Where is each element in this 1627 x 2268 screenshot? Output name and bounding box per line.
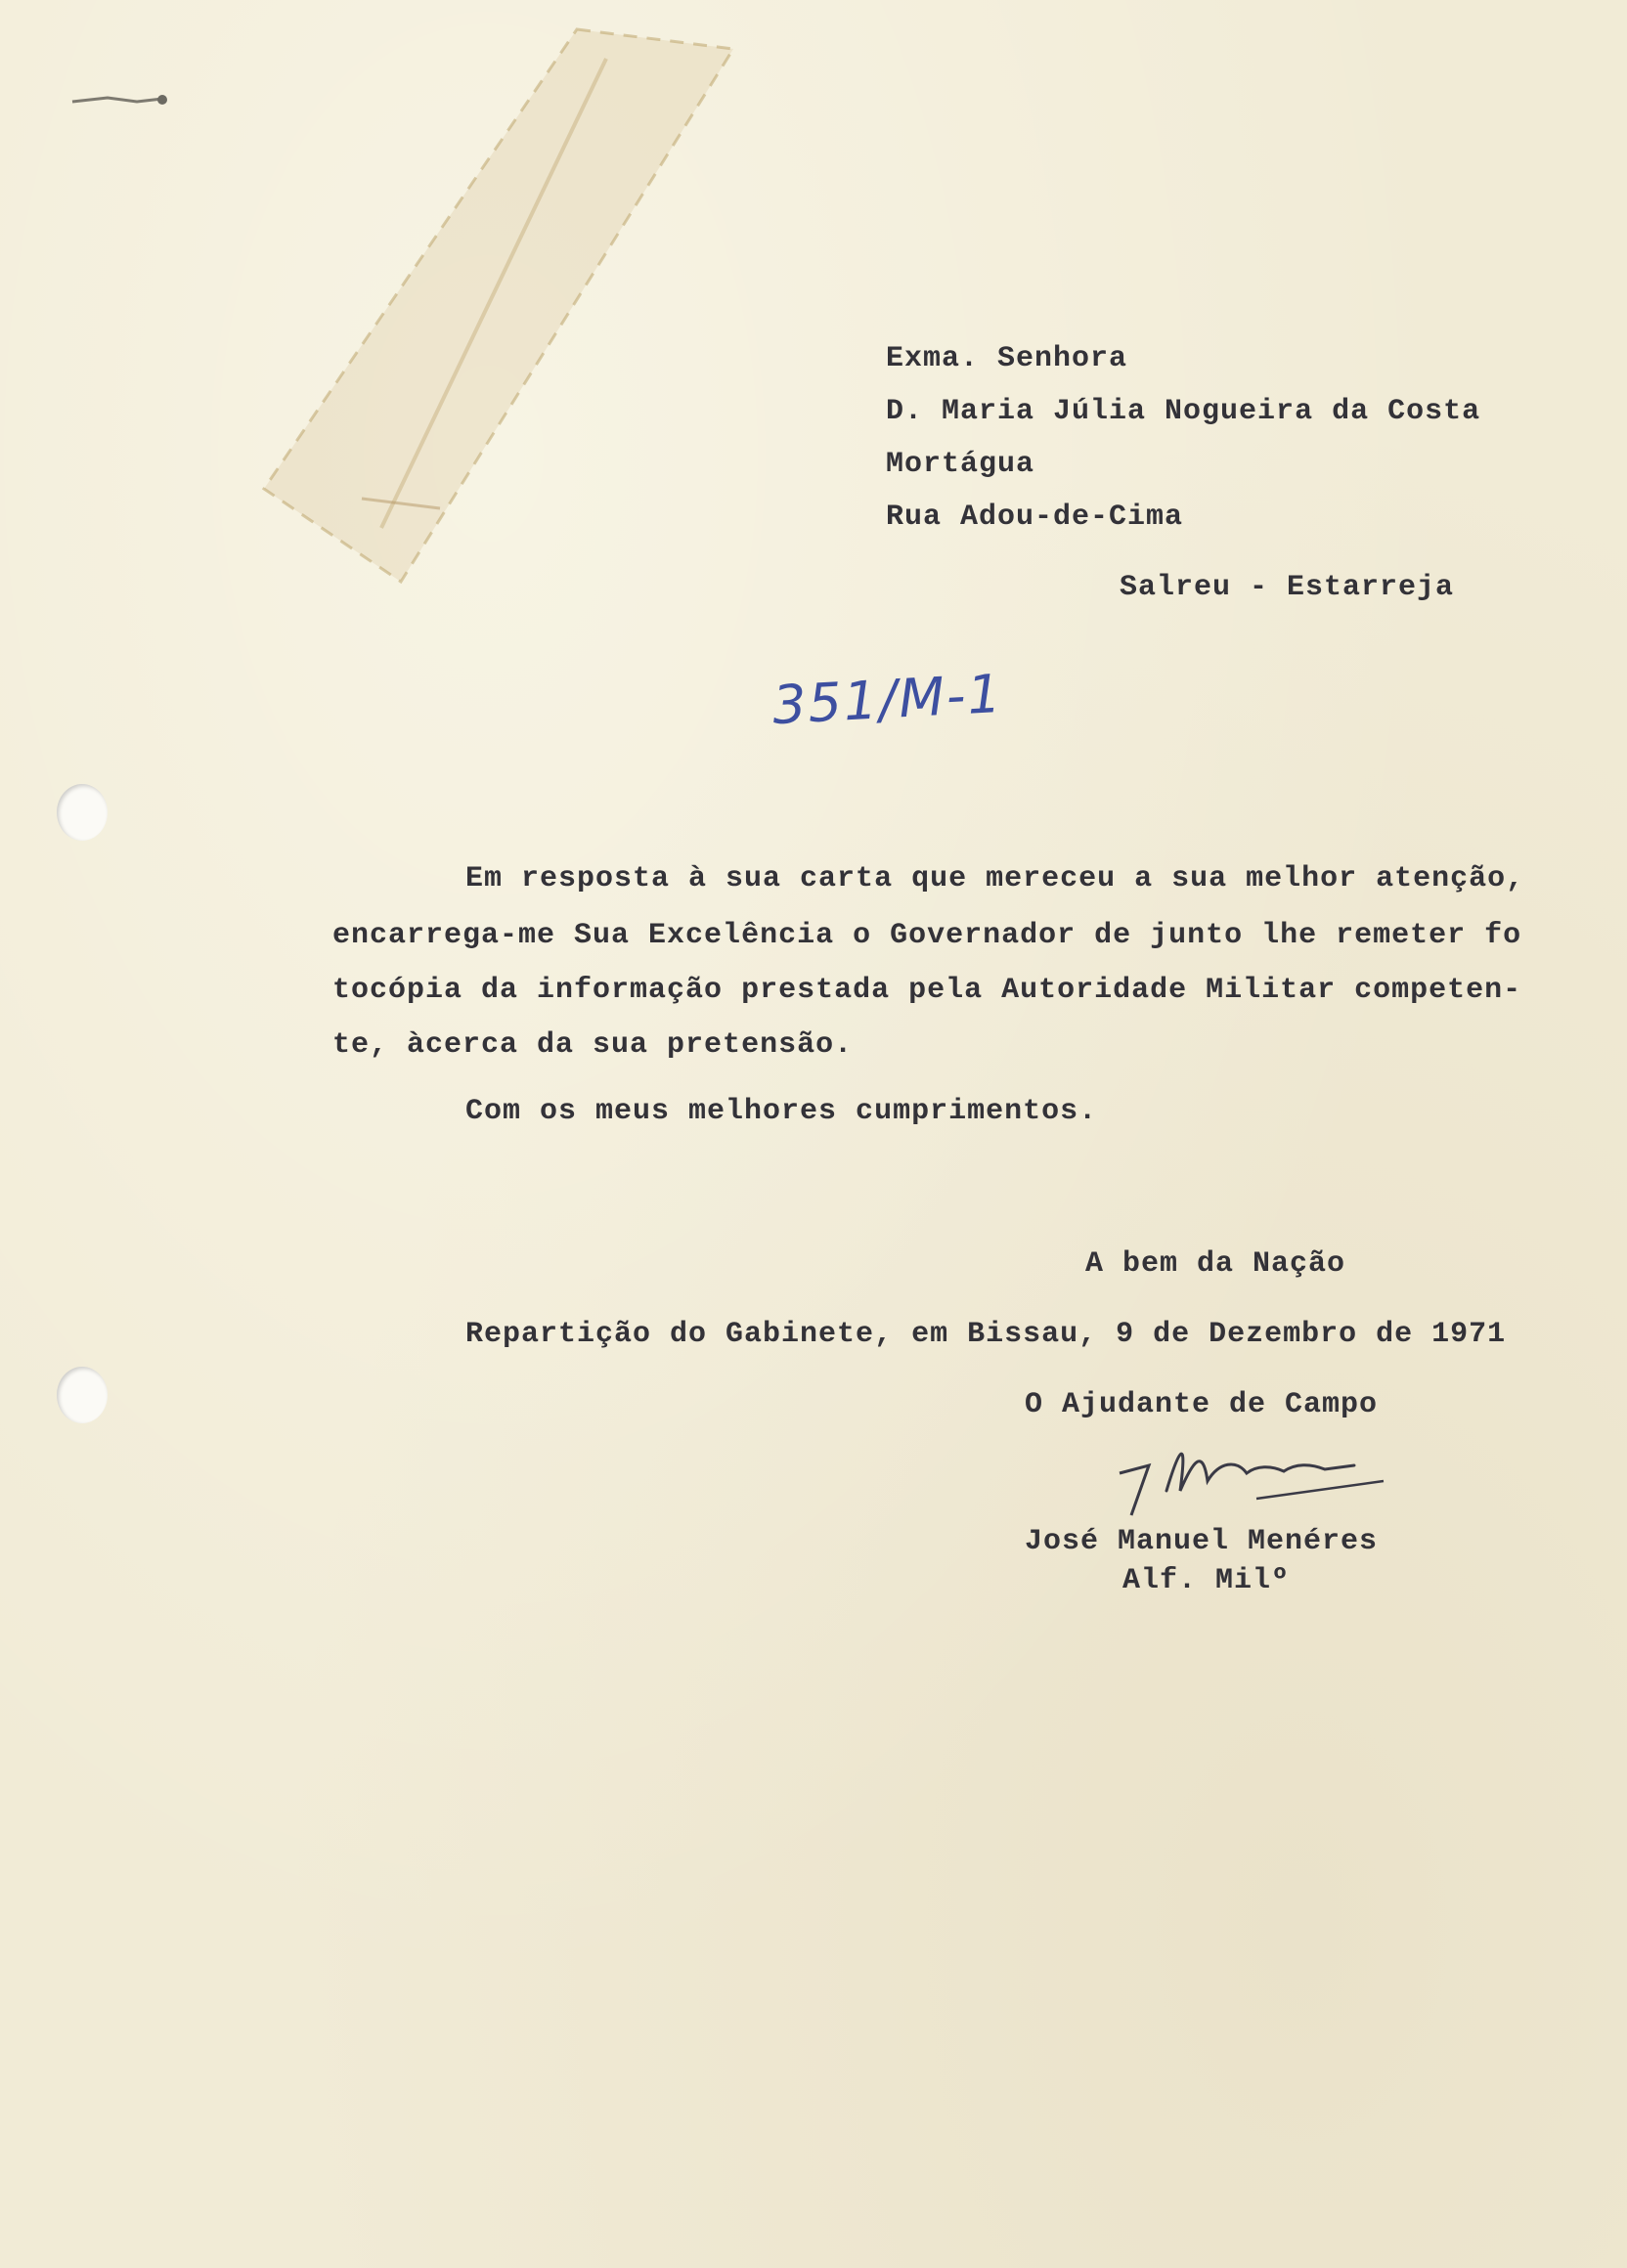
reference-number: 351/M-1 <box>770 662 1005 737</box>
closing-line: Com os meus melhores cumprimentos. <box>465 1095 1098 1128</box>
punch-hole-bottom <box>57 1367 108 1423</box>
place-date: Repartição do Gabinete, em Bissau, 9 de Dezembro de 1971 <box>465 1318 1507 1351</box>
signer-name: José Manuel Menéres <box>1025 1525 1379 1558</box>
signer-rank: Alf. Milº <box>1122 1564 1291 1597</box>
tape-stain <box>244 20 753 606</box>
signer-role: O Ajudante de Campo <box>1025 1388 1379 1421</box>
body-line-4: te, àcerca da sua pretensão. <box>332 1028 854 1062</box>
motto: A bem da Nação <box>1085 1247 1346 1281</box>
recipient-locality: Salreu - Estarreja <box>1120 571 1455 604</box>
recipient-name: D. Maria Júlia Nogueira da Costa <box>886 395 1481 428</box>
body-line-1: Em resposta à sua carta que mereceu a sua melhor atenção, <box>465 862 1525 895</box>
body-line-2: encarrega-me Sua Excelência o Governador de junto lhe remeter fo <box>332 919 1522 952</box>
recipient-salutation: Exma. Senhora <box>886 342 1128 375</box>
punch-hole-top <box>57 784 108 841</box>
recipient-street: Rua Adou-de-Cima <box>886 501 1184 534</box>
staple-mark <box>68 90 176 113</box>
handwritten-signature <box>1110 1422 1393 1530</box>
body-line-3: tocópia da informação prestada pela Autoridade Militar competen- <box>332 974 1522 1007</box>
recipient-surname: Mortágua <box>886 448 1035 481</box>
